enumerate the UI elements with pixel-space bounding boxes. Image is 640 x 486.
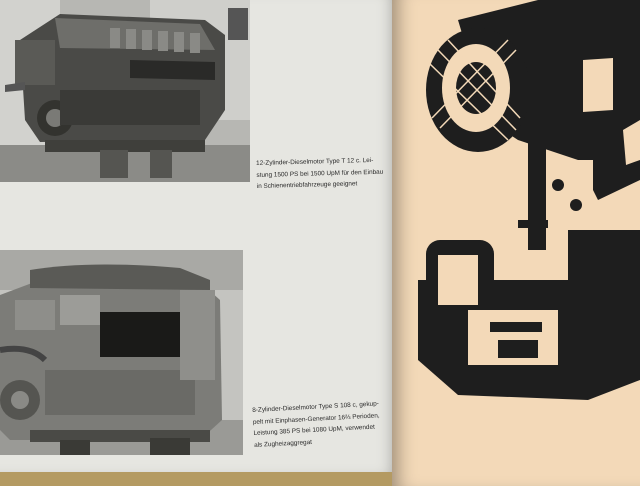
- caption-line: 12-Zylinder-Dieselmotor Type T 12 c. Lei-: [256, 156, 374, 167]
- caption-line: Leistung 385 PS bei 1080 UpM, verwendet: [253, 423, 376, 437]
- photo-8-cylinder-engine: [0, 250, 243, 455]
- photo-12-cylinder-engine: [0, 0, 250, 182]
- caption-8-cylinder: [252, 398, 381, 451]
- caption-line: als Zugheizaggregat: [253, 438, 313, 449]
- caption-line: pelt mit Einphasen-Generator 16⅔ Perioden,: [252, 411, 380, 426]
- caption-line: stung 1500 PS bei 1500 UpM für den Einbau: [256, 168, 384, 179]
- caption-line: 8-Zylinder-Dieselmotor Type S 108 c, gekup-: [252, 400, 379, 414]
- caption-12-cylinder: [256, 155, 384, 193]
- machine-illustration: [398, 0, 640, 480]
- caption-line: in Schienentriebfahrzeuge geeignet: [256, 180, 358, 190]
